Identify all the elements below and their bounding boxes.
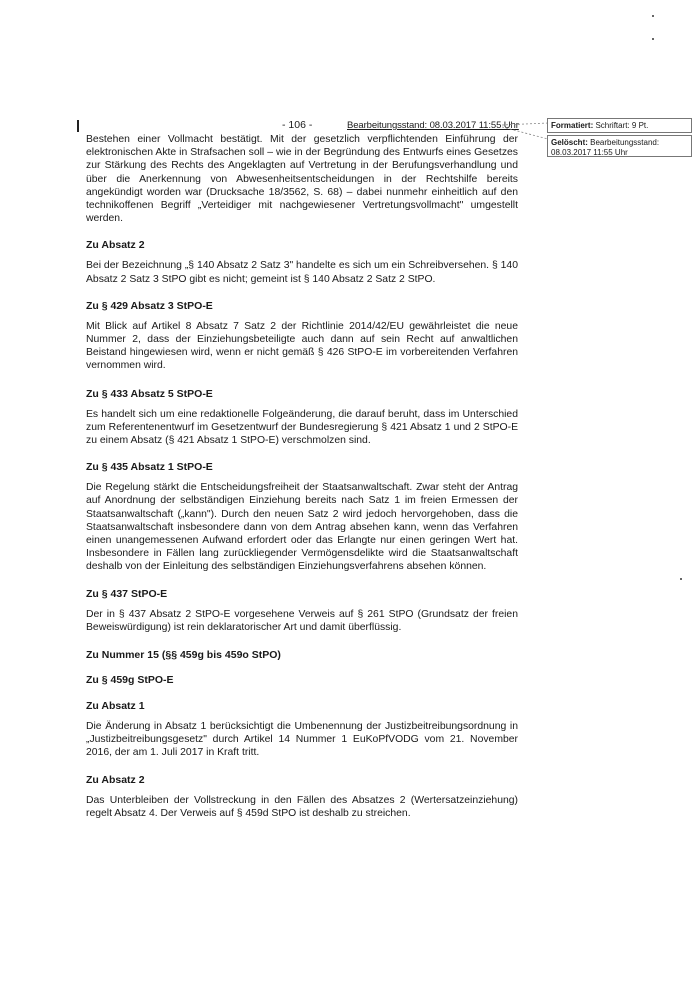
section-heading: Zu § 459g StPO-E xyxy=(86,674,174,687)
section-heading: Zu § 435 Absatz 1 StPO-E xyxy=(86,461,213,474)
section-heading: Zu Nummer 15 (§§ 459g bis 459o StPO) xyxy=(86,649,281,662)
comment-text: Schriftart: 9 Pt. xyxy=(595,121,649,130)
comment-label: Formatiert: xyxy=(551,121,594,130)
margin-mark xyxy=(652,38,654,40)
section-heading: Zu § 429 Absatz 3 StPO-E xyxy=(86,299,213,312)
margin-mark xyxy=(652,15,654,17)
section-heading: Zu Absatz 1 xyxy=(86,700,145,713)
paragraph: Mit Blick auf Artikel 8 Absatz 7 Satz 2 der Richtlinie 2014/42/EU gewährleistet die neue Nummer 2, dass der Einziehungsbeteiligte auch dann auf sein Recht auf anwaltlichen Beistand hingewiesen wird, wenn er nicht gemäß § 426 StPO-E im vorbereitenden Verfahren vernommen wird. xyxy=(86,320,518,372)
paragraph: Die Änderung in Absatz 1 berücksichtigt die Umbenennung der Justizbeitreibungsordnung in „Justizbeitreibungsgesetz" durch Artikel 14 Nummer 1 EuKoPfVODG vom 21. November 2016, der am 1. Juli 2017 in Kraft tritt. xyxy=(86,721,518,759)
comment-text: Bearbeitungsstand: 08.03.2017 11:55 Uhr xyxy=(551,138,660,157)
paragraph: Das Unterbleiben der Vollstreckung in den Fällen des Absatzes 2 (Wertersatzeinziehung) regelt Absatz 4. Der Verweis auf § 459d StPO ist deshalb zu streichen. xyxy=(86,794,518,819)
comment-deleted[interactable] xyxy=(547,135,692,157)
change-bar xyxy=(77,120,79,132)
paragraph: Bei der Bezeichnung „§ 140 Absatz 2 Satz 3" handelte es sich um ein Schreibversehen. § 140 Absatz 2 Satz 3 StPO gibt es nicht; gemeint ist § 140 Absatz 2 Satz 2 StPO. xyxy=(86,260,518,285)
section-heading: Zu Absatz 2 xyxy=(86,239,145,252)
document-body xyxy=(86,133,518,820)
section-heading: Zu Absatz 2 xyxy=(86,773,145,786)
paragraph: Die Regelung stärkt die Entscheidungsfreiheit der Staatsanwaltschaft. Zwar steht der Antrag auf Anordnung der selbständigen Einziehung bereits nach Satz 1 im freien Ermessen der Staatsanwaltschaft („kann"). Durch den neuen Satz 2 wird jedoch hervorgehoben, dass die Staatsanwaltschaft insbesondere dann von dem Antrag absehen kann, wenn das Verfahren einen unangemessenen Aufwand erfordert oder das Erlangte nur einen geringen Wert hat. Insbesondere in Fällen lang zurückliegender Vermögensdelikte wird die Staatsanwaltschaft deshalb von der Einleitung des selbständigen Einziehungsverfahrens absehen können. xyxy=(86,482,518,573)
section-heading: Zu § 433 Absatz 5 StPO-E xyxy=(86,387,213,400)
page-number: - 106 - xyxy=(282,119,313,131)
paragraph: Bestehen einer Vollmacht bestätigt. Mit der gesetzlich verpflichtenden Einführung der elektronischen Akte in Strafsachen soll – wie in der Begründung des Entwurfs eines Gesetzes zur Stärkung des Rechts des Angeklagten auf Vertretung in der Berufungsverhandlung und über die Anerkennung von Abwesenheitsentscheidungen in der Rechtshilfe bereits angekündigt worden war (Drucksache 18/3562, S. 68) – dabei nunmehr einheitlich auf den technikoffenen Begriff „Verteidiger mit nachgewiesener Vertretungsvollmacht" umgestellt werden. xyxy=(86,134,518,225)
paragraph: Der in § 437 Absatz 2 StPO-E vorgesehene Verweis auf § 261 StPO (Grundsatz der freien Beweiswürdigung) ist rein deklaratorischer Art und damit überflüssig. xyxy=(86,608,518,633)
paragraph: Es handelt sich um eine redaktionelle Folgeänderung, die darauf beruht, dass im Unterschied zum Referentenentwurf im Gesetzentwurf der Bundesregierung § 421 Absatz 1 und 2 StPO-E zu einem Absatz (§ 421 Absatz 1 StPO-E) verschmolzen sind. xyxy=(86,408,518,447)
comment-label: Gelöscht: xyxy=(551,138,588,147)
margin-mark xyxy=(680,578,682,580)
section-heading: Zu § 437 StPO-E xyxy=(86,587,168,600)
revision-status: Bearbeitungsstand: 08.03.2017 11:55 Uhr xyxy=(347,120,519,131)
comment-formatted[interactable] xyxy=(547,118,692,133)
